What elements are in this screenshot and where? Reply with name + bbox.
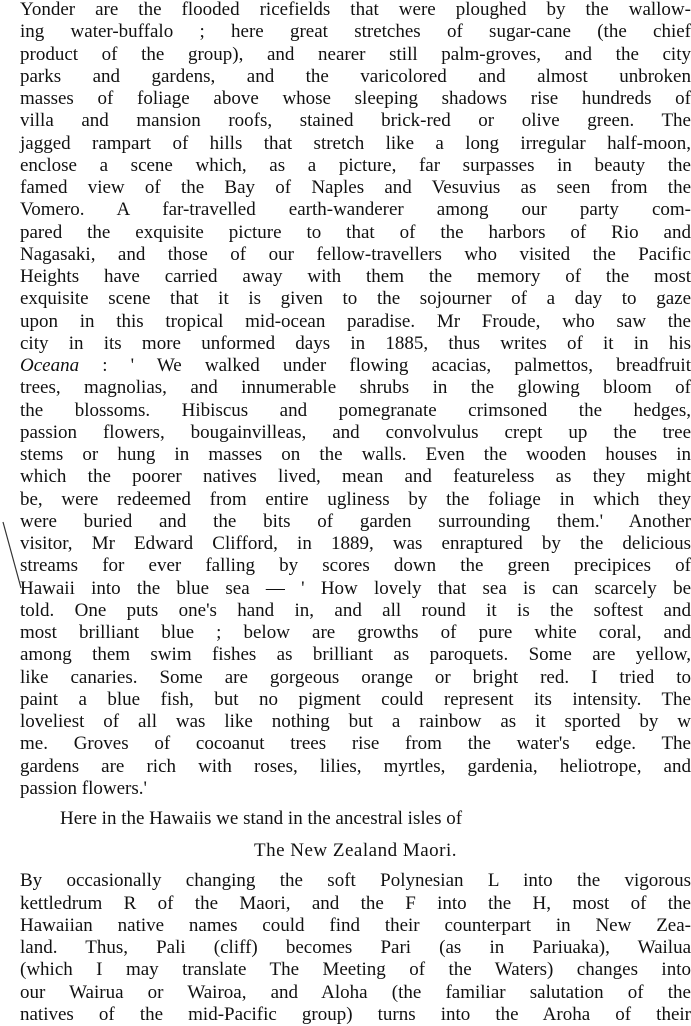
p3-line: our Wairua or Wairoa, and Aloha (the familiar salutation of the — [20, 981, 691, 1003]
text-column — [20, 0, 691, 1026]
paragraph-3 — [20, 870, 691, 1026]
p3-line: By occasionally changing the soft Polynesian L into the vigorous — [20, 870, 691, 892]
p1-line: Yonder are the flooded ricefields that were ploughed by the wallow- — [20, 0, 691, 20]
p1-line: jagged rampart of hills that stretch like a long irregular half-moon, — [20, 132, 691, 154]
p1-line: gardens are rich with roses, lilies, myrtles, gardenia, heliotrope, and — [20, 755, 691, 777]
p1-line: Heights have carried away with them the memory of the most — [20, 266, 691, 287]
p1-line: Oceana : ' We walked under flowing acacias, palmettos, breadfruit — [20, 355, 691, 376]
p1-line: pared the exquisite picture to that of the harbors of Rio and — [20, 221, 691, 243]
p1-line: stems or hung in masses on the walls. Even the wooden houses in — [20, 444, 691, 465]
p1-line: streams for ever falling by scores down the green precipices of — [20, 555, 691, 577]
p1-line: ing water-buffalo ; here great stretches of sugar-cane (the chief — [20, 21, 691, 43]
section-heading: The New Zealand Maori. — [253, 840, 458, 862]
p1-line: like canaries. Some are gorgeous orange or bright red. I tried to — [20, 666, 691, 688]
p1-line: Hawaii into the blue sea — ' How lovely that sea is can scarcely be — [20, 577, 691, 599]
p1-line: told. One puts one's hand in, and all round it is the softest and — [20, 599, 691, 621]
p3-line: Hawaiian native names could find their counterpart in New Zea- — [20, 914, 691, 936]
p1-line: the blossoms. Hibiscus and pomegranate crimsoned the hedges, — [20, 399, 691, 421]
paragraph-2: Here in the Hawaiis we stand in the ancestral isles of — [60, 808, 463, 829]
p1-line: were buried and the bits of garden surrounding them.' Another — [20, 510, 691, 532]
p1-line: exquisite scene that it is given to the sojourner of a day to gaze — [20, 288, 691, 310]
p1-line: upon in this tropical mid-ocean paradise. Mr Froude, who saw the — [20, 310, 691, 332]
p1-line: enclose a scene which, as a picture, far surpasses in beauty the — [20, 154, 691, 176]
p3-line: land. Thus, Pali (cliff) becomes Pari (as in Pariuaka), Wailua — [20, 937, 691, 958]
p1-line: city in its more unformed days in 1885, thus writes of it in his — [20, 332, 691, 354]
p1-line: famed view of the Bay of Naples and Vesuvius as seen from the — [20, 177, 691, 198]
p1-line: product of the group), and nearer still palm-groves, and the city — [20, 43, 691, 65]
p1-line: villa and mansion roofs, stained brick-red or olive green. The — [20, 110, 691, 132]
p1-line: visitor, Mr Edward Clifford, in 1889, was enraptured by the delicious — [20, 533, 691, 554]
p1-line: masses of foliage above whose sleeping shadows rise hundreds of — [20, 88, 691, 109]
p1-line: me. Groves of cocoanut trees rise from the water's edge. The — [20, 733, 691, 755]
p1-line: among them swim fishes as brilliant as paroquets. Some are yellow, — [20, 644, 691, 666]
p1-line: passion flowers.' — [20, 777, 147, 799]
p1-line: loveliest of all was like nothing but a rainbow as it sported by w — [20, 711, 691, 732]
p3-line: kettledrum R of the Maori, and the F into the H, most of the — [20, 892, 691, 914]
p1-line: be, were redeemed from entire ugliness by the foliage in which they — [20, 488, 691, 510]
p1-line: paint a blue fish, but no pigment could represent its intensity. The — [20, 688, 691, 710]
p1-line: which the poorer natives lived, mean and featureless as they might — [20, 466, 691, 488]
p3-line: natives of the mid-Pacific group) turns into the Aroha of their — [20, 1003, 691, 1025]
p1-line: trees, magnolias, and innumerable shrubs in the glowing bloom of — [20, 377, 691, 399]
book-title: Oceana — [20, 355, 80, 376]
paragraph-1 — [20, 0, 691, 800]
p1-line: Vomero. A far-travelled earth-wanderer among our party com- — [20, 199, 691, 221]
p1-line: parks and gardens, and the varicolored and almost unbroken — [20, 65, 691, 87]
p3-line: (which I may translate The Meeting of the Waters) changes into — [20, 959, 691, 981]
p1-line: Nagasaki, and those of our fellow-travellers who visited the Pacific — [20, 243, 691, 265]
p1-line: passion flowers, bougainvilleas, and convolvulus crept up the tree — [20, 421, 691, 443]
p1-line: most brilliant blue ; below are growths of pure white coral, and — [20, 622, 691, 643]
